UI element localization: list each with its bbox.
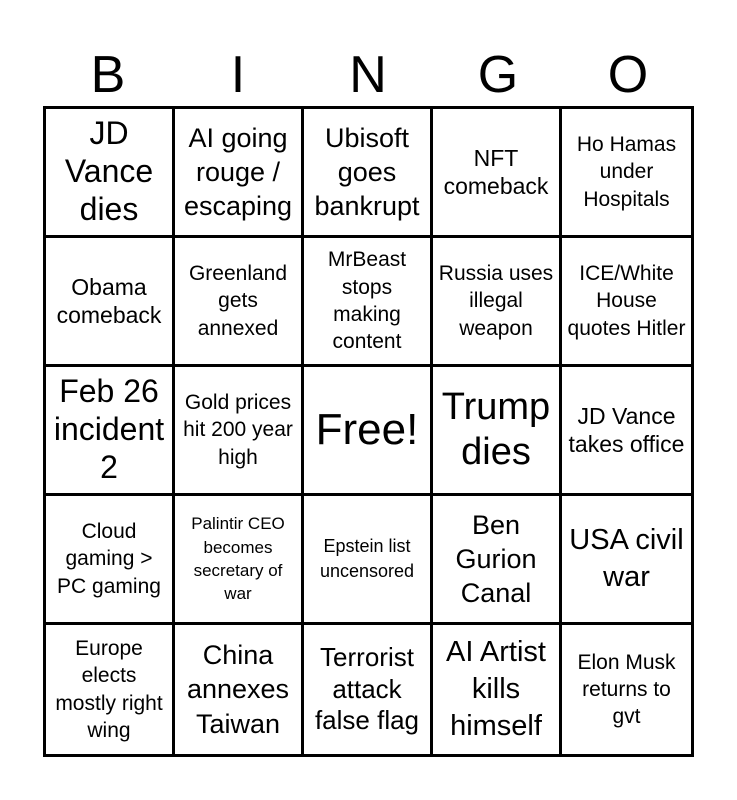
cell-text: ICE/White House quotes Hitler — [567, 262, 686, 340]
bingo-cell[interactable] — [433, 625, 562, 754]
header-letter-n: N — [349, 46, 387, 104]
bingo-cell[interactable] — [562, 367, 691, 496]
cell-text: Ho Hamas under Hospitals — [576, 133, 677, 211]
bingo-cell[interactable] — [562, 109, 691, 238]
bingo-cell[interactable] — [175, 367, 304, 496]
cell-text: NFT comeback — [443, 144, 549, 199]
cell-text: Russia uses illegal weapon — [438, 262, 554, 340]
bingo-cell[interactable] — [562, 238, 691, 367]
cell-text: Terrorist attack false flag — [314, 641, 420, 736]
cell-text: JD Vance takes office — [568, 402, 685, 457]
bingo-cell[interactable] — [46, 367, 175, 496]
bingo-cell[interactable] — [433, 367, 562, 496]
cell-text: Palintir CEO becomes secretary of war — [191, 514, 285, 604]
bingo-cell[interactable] — [433, 496, 562, 625]
cell-text: Feb 26 incident 2 — [53, 373, 165, 485]
bingo-cell[interactable] — [304, 238, 433, 367]
header-letter-o: O — [607, 46, 649, 104]
cell-text: Obama comeback — [56, 273, 162, 328]
bingo-cell[interactable] — [433, 238, 562, 367]
bingo-board — [43, 106, 694, 757]
cell-text: AI going rouge / escaping — [183, 122, 293, 222]
cell-text: Gold prices hit 200 year high — [183, 391, 293, 469]
cell-text: Ubisoft goes bankrupt — [314, 122, 420, 222]
cell-text: Cloud gaming > PC gaming — [57, 520, 161, 598]
cell-text: MrBeast stops making content — [327, 248, 407, 354]
cell-text: China annexes Taiwan — [186, 640, 290, 739]
cell-text: Ben Gurion Canal — [455, 509, 537, 609]
header-letter-i: I — [230, 46, 246, 104]
cell-text: Greenland gets annexed — [188, 262, 288, 340]
bingo-cell[interactable] — [304, 109, 433, 238]
bingo-cell[interactable] — [46, 109, 175, 238]
bingo-cell[interactable] — [175, 496, 304, 625]
cell-text: Elon Musk returns to gvt — [577, 650, 676, 729]
cell-text: Trump dies — [441, 386, 551, 473]
header-letter-b: B — [90, 46, 126, 104]
bingo-cell[interactable] — [562, 496, 691, 625]
header-letter-g: G — [477, 46, 519, 104]
bingo-cell[interactable] — [175, 238, 304, 367]
bingo-cell[interactable] — [304, 496, 433, 625]
cell-text: Epstein list uncensored — [319, 536, 415, 581]
cell-text: JD Vance dies — [64, 115, 154, 227]
bingo-cell[interactable] — [46, 238, 175, 367]
bingo-cell[interactable] — [46, 625, 175, 754]
bingo-header — [43, 46, 694, 104]
cell-text: USA civil war — [569, 524, 684, 593]
cell-text: Europe elects mostly right wing — [55, 636, 163, 742]
bingo-cell[interactable] — [175, 625, 304, 754]
bingo-cell[interactable] — [46, 496, 175, 625]
free-space-cell[interactable] — [304, 367, 433, 496]
bingo-cell[interactable] — [433, 109, 562, 238]
bingo-cell[interactable] — [304, 625, 433, 754]
bingo-cell[interactable] — [175, 109, 304, 238]
bingo-cell[interactable] — [562, 625, 691, 754]
free-space-text: Free! — [315, 404, 419, 454]
cell-text: AI Artist kills himself — [446, 636, 546, 742]
